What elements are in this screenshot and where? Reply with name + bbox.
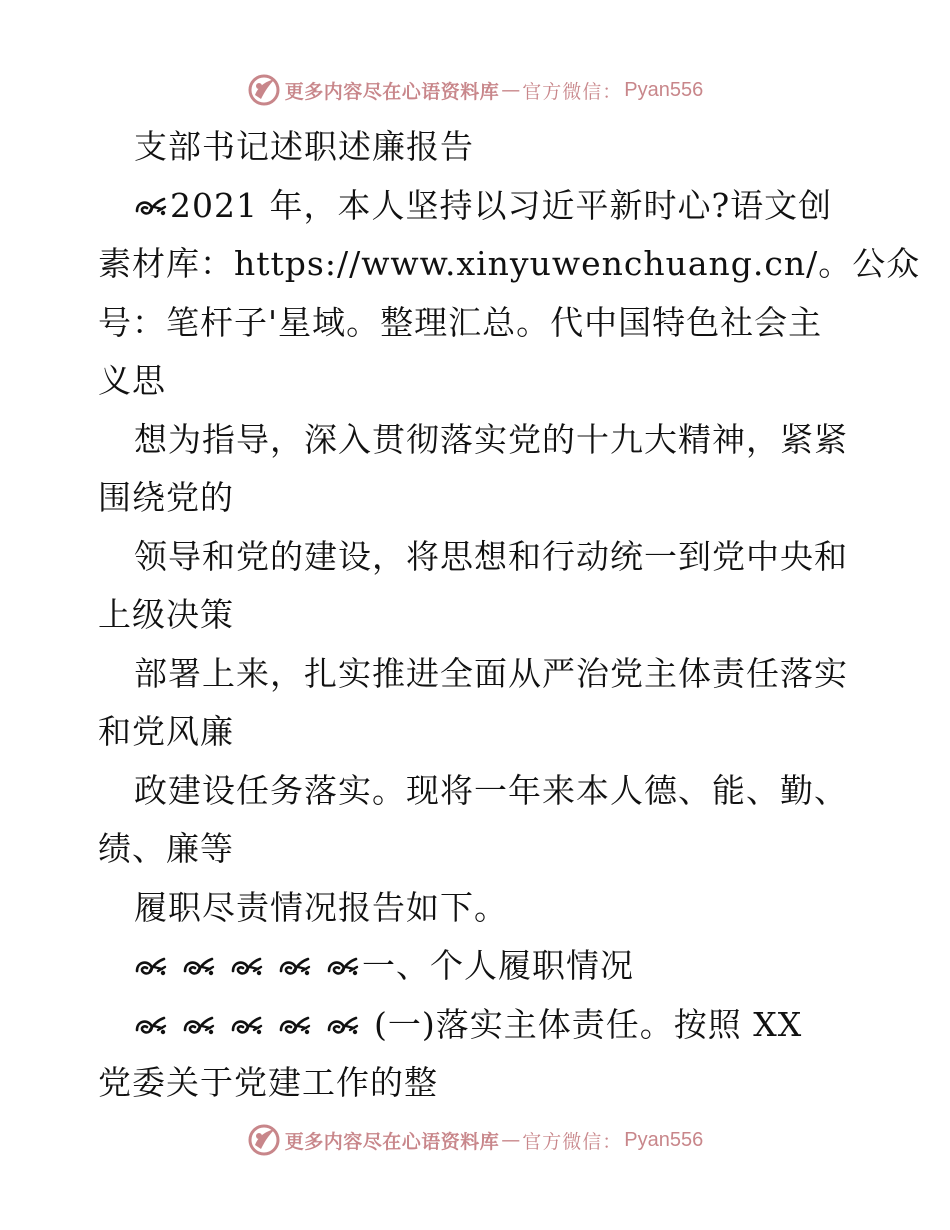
paragraph-line: 想为指导，深入贯彻落实党的十九大精神，紧紧 [134, 419, 848, 459]
paragraph-line [98, 996, 858, 1055]
paragraph-line: 义思 [98, 361, 166, 400]
top-watermark-banner [0, 70, 950, 110]
ornament-icon [326, 1014, 360, 1038]
section-heading-text: 一、个人履职情况 [362, 946, 634, 985]
paragraph-line: 政建设任务落实。现将一年来本人德、能、勤、 [134, 770, 848, 810]
ornament-icon [182, 955, 216, 979]
ornament-icon [278, 955, 312, 979]
paragraph-line: 上级决策 [98, 595, 234, 634]
pen-logo-icon [247, 73, 281, 107]
watermark-dash: — [501, 1129, 521, 1151]
watermark-site-text: 更多内容尽在心语资料库 [284, 80, 500, 103]
paragraph-line: 号：笔杆子'星域。整理汇总。代中国特色社会主 [98, 302, 823, 342]
watermark-wechat-id: Pyan556 [624, 1128, 704, 1151]
watermark-dash: — [501, 79, 521, 101]
paragraph-line: 绩、廉等 [98, 829, 234, 868]
ornament-icon [134, 1014, 168, 1038]
watermark-site-text: 更多内容尽在心语资料库 [284, 1130, 500, 1153]
ornament-icon [278, 1014, 312, 1038]
bottom-watermark-banner [0, 1120, 950, 1160]
watermark-wechat-label: 官方微信： [522, 80, 623, 103]
ornament-icon [134, 195, 168, 219]
ornament-icon [230, 1014, 264, 1038]
paragraph-line: 部署上来，扎实推进全面从严治党主体责任落实 [134, 653, 848, 693]
paragraph-text: (一)落实主体责任。按照 XX [374, 1004, 803, 1044]
paragraph-line: 素材库：https://www.xinyuwenchuang.cn/。公众 [98, 244, 921, 283]
ornament-icon [134, 955, 168, 979]
watermark-wechat-label: 官方微信： [522, 1130, 623, 1153]
ornament-icon [182, 1014, 216, 1038]
ornament-icon [326, 955, 360, 979]
paragraph-text: 2021 年，本人坚持以习近平新时心?语文创 [170, 185, 833, 225]
paragraph-line: 党委关于党建工作的整 [98, 1063, 438, 1102]
watermark-wechat-id: Pyan556 [624, 78, 704, 101]
pen-logo-icon [247, 1123, 281, 1157]
paragraph-line: 履职尽责情况报告如下。 [134, 887, 508, 927]
document-title: 支部书记述职述廉报告 [134, 127, 474, 166]
document-body [98, 118, 921, 1113]
paragraph-line: 和党风廉 [98, 712, 234, 751]
ornament-icon [230, 955, 264, 979]
section-heading [98, 937, 858, 996]
paragraph-line: 围绕党的 [98, 478, 234, 517]
paragraph-line: 领导和党的建设，将思想和行动统一到党中央和 [134, 536, 848, 576]
paragraph-line [98, 177, 858, 236]
